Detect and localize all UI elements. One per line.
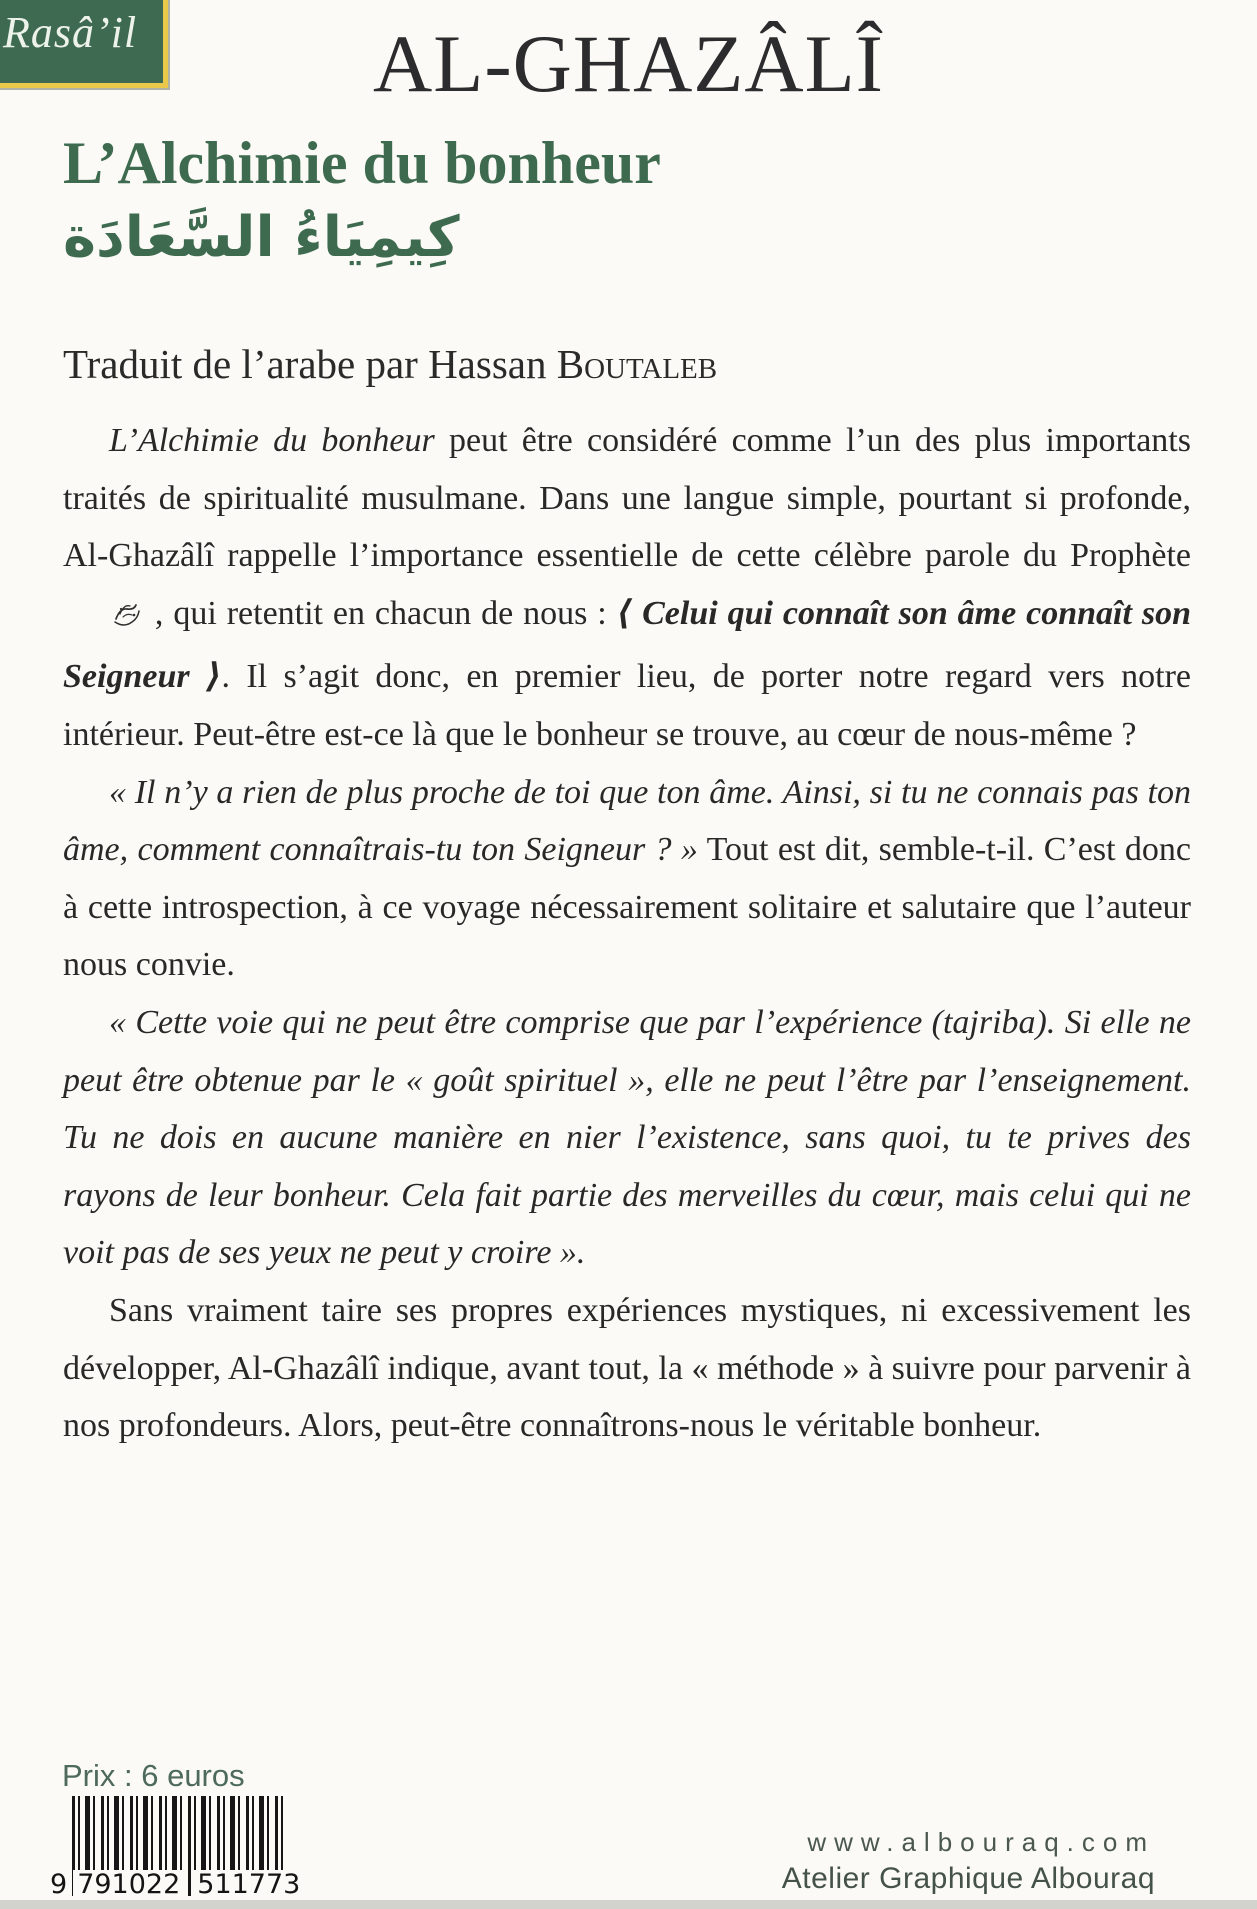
barcode [50,1796,301,1900]
synopsis-paragraph [63,412,1191,764]
synopsis-paragraph [63,994,1191,1282]
author-title: AL-GHAZÂLÎ [373,18,884,109]
publisher-block [782,1824,1155,1898]
synopsis-segment: Sans vraiment taire ses propres expériences mystiques, ni excessivement les développer, Al-Ghazâlî indique, avant tout, la « méthode » à suivre pour parvenir à nos profondeurs. Alors, peut-être connaîtrons-nous le véritable bonheur. [63,1291,1191,1445]
synopsis-paragraph [63,1282,1191,1455]
publisher-website: www.albouraq.com [807,1827,1155,1857]
synopsis-paragraph [63,764,1191,994]
scan-edge [0,1900,1257,1909]
barcode-digits-group1: 791022 [73,1870,184,1900]
synopsis-segment: L’Alchimie du bonheur [109,422,435,459]
synopsis-segment: . Il s’agit donc, en premier lieu, de porter notre regard vers notre intérieur. Peut-être est-ce là que le bonheur se trouve, au cœur de nous-même ? [63,658,1191,753]
prophet-calligraphy-icon [65,591,143,649]
barcode-digits-group2: 511773 [193,1870,304,1900]
synopsis-segment: ⟨ Celui qui connaît son âme connaît son Seigneur ⟩ [63,594,1191,696]
barcode-digits [50,1870,304,1900]
title-arabic: كِيمِيَاءُ السَّعَادَة [63,205,460,270]
synopsis-segment: , qui retentit en chacun de nous : [154,594,617,632]
synopsis-segment: Tout est dit, semble-t-il. C’est donc à cette introspection, à ce voyage nécessairement solitaire et salutaire que l’auteur nous convie. [63,831,1191,984]
synopsis-segment: « Cette voie qui ne peut être comprise que par l’expérience (tajriba). Si elle ne peut être obtenue par le « goût spirituel », elle ne peut l’être par l’enseignement. Tu ne dois en aucune manière en nier l’existence, sans quoi, tu te prives des rayons de leur bonheur. Cela fait partie des merveilles du cœur, mais celui qui ne voit pas de ses yeux ne peut y croire ». [63,1003,1191,1272]
translator-prefix: Traduit de l’arabe par Hassan [63,341,557,387]
synopsis-segment: « Il n’y a rien de plus proche de toi que ton âme. Ainsi, si tu ne connais pas ton âme, comment connaîtrais-tu ton Seigneur ? » [63,773,1191,869]
translator-line [63,336,717,392]
barcode-digit-lead: 9 [50,1869,68,1900]
series-label: Rasâ’il [3,8,138,57]
synopsis-text [63,412,1191,1455]
title-french: L’Alchimie du bonheur [63,130,661,196]
price-label: Prix : 6 euros [62,1758,245,1793]
synopsis-segment: peut être considéré comme l’un des plus importants traités de spiritualité musulmane. Dans une langue simple, pourtant si profonde, Al-Ghazâlî rappelle l’importance essentielle de cette célèbre parole du Prophète [63,422,1191,575]
translator-name: Boutaleb [556,341,718,387]
publisher-studio: Atelier Graphique Albouraq [781,1862,1155,1895]
